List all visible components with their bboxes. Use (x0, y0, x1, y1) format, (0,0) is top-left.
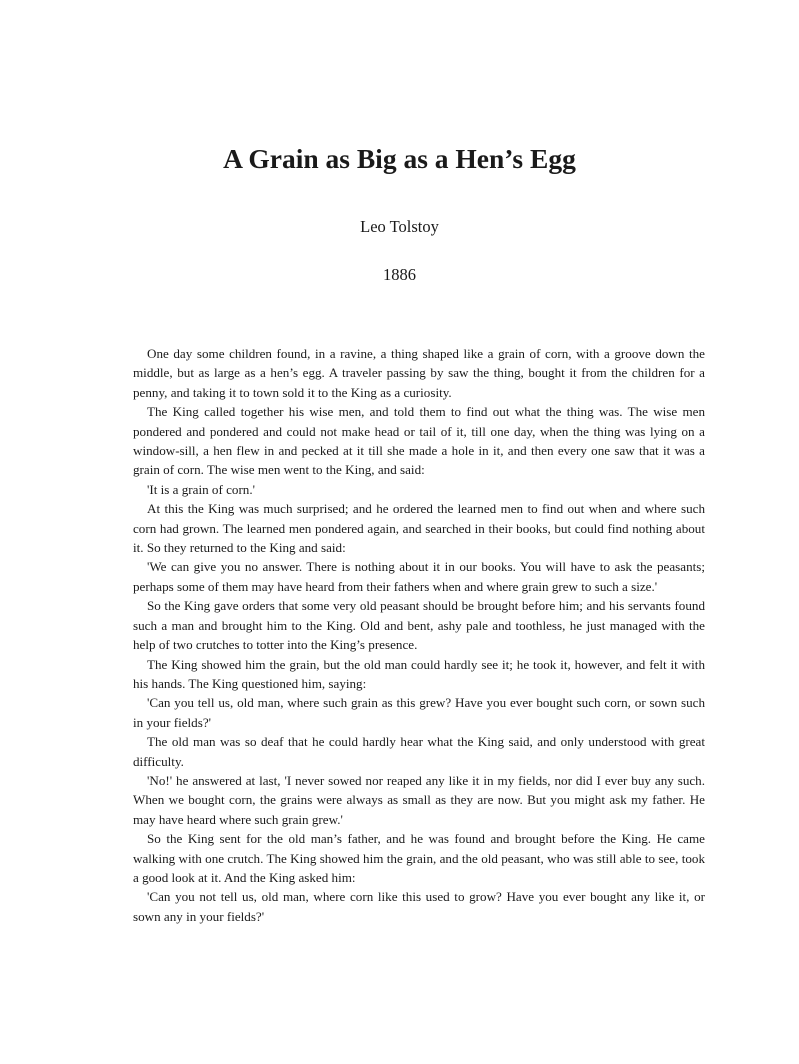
paragraph: The King called together his wise men, and told them to find out what the thing was. The wise men pondered and pondered and could not make head or tail of it, till one day, when the thing was lying on a window-sill, a hen flew in and pecked at it till she made a hole in it, and then every one saw that it was a grain of corn. The wise men went to the King, and said: (133, 404, 705, 478)
document-year: 1886 (383, 265, 416, 284)
paragraph: 'No!' he answered at last, 'I never sowed nor reaped any like it in my fields, nor did I ever buy any such. When we bought corn, the grains were always as small as they are now. But you might ask my father. He may have heard where such grain grew.' (133, 772, 705, 827)
paragraph: So the King sent for the old man’s father, and he was found and brought before the King. He came walking with one crutch. The King showed him the grain, and the old peasant, who was still able to see, took a good look at it. And the King asked him: (133, 831, 705, 885)
paragraph: The old man was so deaf that he could hardly hear what the King said, and only understood with great difficulty. (133, 734, 705, 769)
document-author: Leo Tolstoy (360, 217, 439, 236)
document-title: A Grain as Big as a Hen’s Egg (223, 143, 576, 174)
paragraph: So the King gave orders that some very old peasant should be brought before him; and his servants found such a man and brought him to the King. Old and bent, ashy pale and toothless, he just managed with the help of two crutches to totter into the King’s presence. (133, 598, 705, 653)
document-body (133, 344, 705, 926)
paragraph: One day some children found, in a ravine, a thing shaped like a grain of corn, with a groove down the middle, but as large as a hen’s egg. A traveler passing by saw the thing, bought it from the children for a penny, and taking it to town sold it to the King as a curiosity. (133, 346, 705, 400)
paragraph: The King showed him the grain, but the old man could hardly see it; he took it, however, and felt it with his hands. The King questioned him, saying: (133, 656, 705, 691)
paragraph: 'Can you not tell us, old man, where corn like this used to grow? Have you ever bought any like it, or sown any in your fields?' (133, 889, 705, 924)
paragraph: At this the King was much surprised; and he ordered the learned men to find out when and where such corn had grown. The learned men pondered again, and searched in their books, but could find nothing about it. So they returned to the King and said: (133, 501, 705, 556)
paragraph: 'Can you tell us, old man, where such grain as this grew? Have you ever bought such corn, or sown such in your fields?' (133, 695, 705, 730)
paragraph: 'It is a grain of corn.' (147, 481, 255, 497)
paragraph: 'We can give you no answer. There is nothing about it in our books. You will have to ask the peasants; perhaps some of them may have heard from their fathers when and where grain grew to such a size.' (133, 559, 705, 594)
